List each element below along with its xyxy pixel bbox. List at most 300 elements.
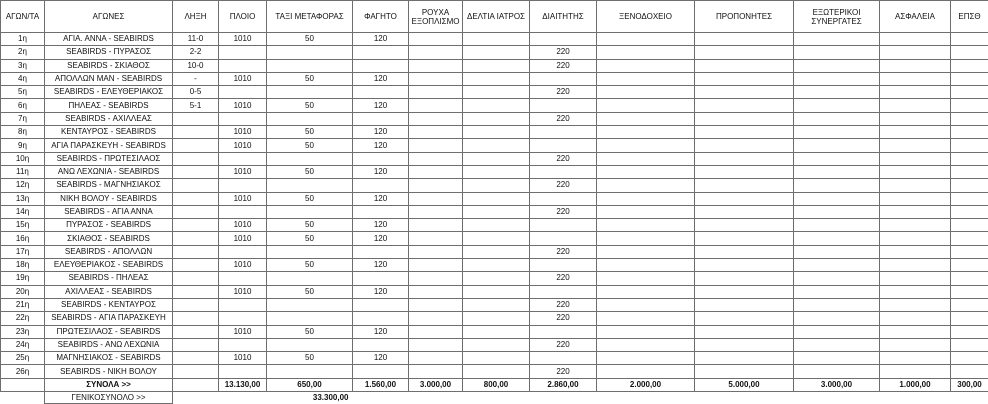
referee-cell[interactable] [530, 139, 597, 152]
medical-cell[interactable] [463, 312, 530, 325]
result-cell[interactable] [173, 112, 219, 125]
epsth-cell[interactable] [951, 139, 988, 152]
total-referee[interactable]: 2.860,00 [530, 378, 597, 391]
food-cell[interactable]: 120 [353, 72, 409, 85]
round-cell[interactable]: 20η [1, 285, 45, 298]
round-cell[interactable]: 19η [1, 272, 45, 285]
clothes-cell[interactable] [409, 152, 463, 165]
taxi-cell[interactable] [267, 112, 353, 125]
ship-cell[interactable]: 1010 [219, 99, 267, 112]
insurance-cell[interactable] [880, 59, 951, 72]
medical-cell[interactable] [463, 365, 530, 378]
coaches-cell[interactable] [695, 312, 794, 325]
referee-cell[interactable] [530, 126, 597, 139]
ship-cell[interactable]: 1010 [219, 192, 267, 205]
coaches-cell[interactable] [695, 219, 794, 232]
external-cell[interactable] [794, 259, 880, 272]
insurance-cell[interactable] [880, 338, 951, 351]
clothes-cell[interactable] [409, 192, 463, 205]
game-cell[interactable]: ΜΑΓΝΗΣΙΑΚΟΣ - SEABIRDS [45, 352, 173, 365]
referee-cell[interactable] [530, 232, 597, 245]
game-cell[interactable]: SEABIRDS - ΜΑΓΝΗΣΙΑΚΟΣ [45, 179, 173, 192]
clothes-cell[interactable] [409, 33, 463, 46]
food-cell[interactable] [353, 272, 409, 285]
taxi-cell[interactable]: 50 [267, 352, 353, 365]
referee-cell[interactable]: 220 [530, 298, 597, 311]
result-cell[interactable]: 11-0 [173, 33, 219, 46]
epsth-cell[interactable] [951, 219, 988, 232]
referee-cell[interactable] [530, 165, 597, 178]
clothes-cell[interactable] [409, 219, 463, 232]
totals-blank-cell[interactable] [1, 378, 45, 391]
epsth-cell[interactable] [951, 312, 988, 325]
external-cell[interactable] [794, 285, 880, 298]
taxi-cell[interactable] [267, 205, 353, 218]
total-coaches[interactable]: 5.000,00 [695, 378, 794, 391]
clothes-cell[interactable] [409, 285, 463, 298]
round-cell[interactable]: 1η [1, 33, 45, 46]
clothes-cell[interactable] [409, 232, 463, 245]
column-header[interactable]: ΑΓΩΝΕΣ [45, 1, 173, 33]
game-cell[interactable]: SEABIRDS - ΣΚΙΑΘΟΣ [45, 59, 173, 72]
coaches-cell[interactable] [695, 179, 794, 192]
result-cell[interactable] [173, 245, 219, 258]
clothes-cell[interactable] [409, 245, 463, 258]
taxi-cell[interactable] [267, 86, 353, 99]
coaches-cell[interactable] [695, 192, 794, 205]
ship-cell[interactable] [219, 272, 267, 285]
hotel-cell[interactable] [597, 99, 695, 112]
referee-cell[interactable] [530, 192, 597, 205]
clothes-cell[interactable] [409, 126, 463, 139]
food-cell[interactable] [353, 298, 409, 311]
hotel-cell[interactable] [597, 338, 695, 351]
hotel-cell[interactable] [597, 245, 695, 258]
result-cell[interactable] [173, 272, 219, 285]
medical-cell[interactable] [463, 112, 530, 125]
food-cell[interactable]: 120 [353, 219, 409, 232]
ship-cell[interactable]: 1010 [219, 33, 267, 46]
insurance-cell[interactable] [880, 86, 951, 99]
food-cell[interactable]: 120 [353, 192, 409, 205]
referee-cell[interactable]: 220 [530, 205, 597, 218]
external-cell[interactable] [794, 325, 880, 338]
taxi-cell[interactable] [267, 46, 353, 59]
coaches-cell[interactable] [695, 298, 794, 311]
result-cell[interactable] [173, 312, 219, 325]
hotel-cell[interactable] [597, 72, 695, 85]
hotel-cell[interactable] [597, 179, 695, 192]
result-cell[interactable] [173, 126, 219, 139]
medical-cell[interactable] [463, 338, 530, 351]
insurance-cell[interactable] [880, 192, 951, 205]
insurance-cell[interactable] [880, 152, 951, 165]
epsth-cell[interactable] [951, 259, 988, 272]
ship-cell[interactable] [219, 152, 267, 165]
food-cell[interactable] [353, 245, 409, 258]
hotel-cell[interactable] [597, 232, 695, 245]
insurance-cell[interactable] [880, 139, 951, 152]
round-cell[interactable]: 15η [1, 219, 45, 232]
food-cell[interactable] [353, 179, 409, 192]
clothes-cell[interactable] [409, 259, 463, 272]
game-cell[interactable]: ΠΥΡΑΣΟΣ - SEABIRDS [45, 219, 173, 232]
totals-blank-cell[interactable] [173, 378, 219, 391]
food-cell[interactable]: 120 [353, 165, 409, 178]
round-cell[interactable]: 14η [1, 205, 45, 218]
game-cell[interactable]: SEABIRDS - ΠΡΩΤΕΣΙΛΑΟΣ [45, 152, 173, 165]
coaches-cell[interactable] [695, 325, 794, 338]
coaches-cell[interactable] [695, 126, 794, 139]
hotel-cell[interactable] [597, 312, 695, 325]
coaches-cell[interactable] [695, 352, 794, 365]
insurance-cell[interactable] [880, 245, 951, 258]
column-header[interactable]: ΠΡΟΠΟΝΗΤΕΣ [695, 1, 794, 33]
taxi-cell[interactable] [267, 312, 353, 325]
ship-cell[interactable] [219, 46, 267, 59]
referee-cell[interactable]: 220 [530, 272, 597, 285]
insurance-cell[interactable] [880, 179, 951, 192]
food-cell[interactable] [353, 86, 409, 99]
medical-cell[interactable] [463, 139, 530, 152]
food-cell[interactable]: 120 [353, 139, 409, 152]
result-cell[interactable] [173, 298, 219, 311]
game-cell[interactable]: ΣΚΙΑΘΟΣ - SEABIRDS [45, 232, 173, 245]
round-cell[interactable]: 17η [1, 245, 45, 258]
clothes-cell[interactable] [409, 112, 463, 125]
taxi-cell[interactable] [267, 298, 353, 311]
coaches-cell[interactable] [695, 112, 794, 125]
insurance-cell[interactable] [880, 259, 951, 272]
hotel-cell[interactable] [597, 46, 695, 59]
epsth-cell[interactable] [951, 192, 988, 205]
hotel-cell[interactable] [597, 152, 695, 165]
food-cell[interactable] [353, 205, 409, 218]
result-cell[interactable] [173, 259, 219, 272]
game-cell[interactable]: ΚΕΝΤΑΥΡΟΣ - SEABIRDS [45, 126, 173, 139]
food-cell[interactable]: 120 [353, 126, 409, 139]
taxi-cell[interactable]: 50 [267, 219, 353, 232]
hotel-cell[interactable] [597, 86, 695, 99]
ship-cell[interactable] [219, 86, 267, 99]
medical-cell[interactable] [463, 285, 530, 298]
medical-cell[interactable] [463, 219, 530, 232]
referee-cell[interactable]: 220 [530, 86, 597, 99]
coaches-cell[interactable] [695, 46, 794, 59]
clothes-cell[interactable] [409, 86, 463, 99]
hotel-cell[interactable] [597, 285, 695, 298]
round-cell[interactable]: 24η [1, 338, 45, 351]
ship-cell[interactable] [219, 112, 267, 125]
result-cell[interactable] [173, 325, 219, 338]
epsth-cell[interactable] [951, 59, 988, 72]
grand-total-label[interactable]: ΓΕΝΙΚΟΣΥΝΟΛΟ >> [45, 392, 173, 404]
game-cell[interactable]: SEABIRDS - ΑΧΙΛΛΕΑΣ [45, 112, 173, 125]
game-cell[interactable]: ΠΡΩΤΕΣΙΛΑΟΣ - SEABIRDS [45, 325, 173, 338]
round-cell[interactable]: 8η [1, 126, 45, 139]
ship-cell[interactable]: 1010 [219, 165, 267, 178]
game-cell[interactable]: SEABIRDS - ΑΓΙΑ ΠΑΡΑΣΚΕΥΗ [45, 312, 173, 325]
external-cell[interactable] [794, 179, 880, 192]
taxi-cell[interactable] [267, 245, 353, 258]
game-cell[interactable]: ΑΓΙΑ ΠΑΡΑΣΚΕΥΗ - SEABIRDS [45, 139, 173, 152]
external-cell[interactable] [794, 139, 880, 152]
epsth-cell[interactable] [951, 33, 988, 46]
insurance-cell[interactable] [880, 126, 951, 139]
clothes-cell[interactable] [409, 139, 463, 152]
result-cell[interactable]: 5-1 [173, 99, 219, 112]
medical-cell[interactable] [463, 179, 530, 192]
external-cell[interactable] [794, 232, 880, 245]
coaches-cell[interactable] [695, 365, 794, 378]
result-cell[interactable] [173, 152, 219, 165]
insurance-cell[interactable] [880, 112, 951, 125]
ship-cell[interactable]: 1010 [219, 232, 267, 245]
food-cell[interactable] [353, 112, 409, 125]
coaches-cell[interactable] [695, 152, 794, 165]
food-cell[interactable]: 120 [353, 352, 409, 365]
epsth-cell[interactable] [951, 272, 988, 285]
medical-cell[interactable] [463, 259, 530, 272]
round-cell[interactable]: 13η [1, 192, 45, 205]
coaches-cell[interactable] [695, 165, 794, 178]
external-cell[interactable] [794, 59, 880, 72]
hotel-cell[interactable] [597, 192, 695, 205]
ship-cell[interactable]: 1010 [219, 139, 267, 152]
coaches-cell[interactable] [695, 232, 794, 245]
insurance-cell[interactable] [880, 205, 951, 218]
taxi-cell[interactable]: 50 [267, 165, 353, 178]
round-cell[interactable]: 11η [1, 165, 45, 178]
insurance-cell[interactable] [880, 352, 951, 365]
clothes-cell[interactable] [409, 298, 463, 311]
medical-cell[interactable] [463, 205, 530, 218]
food-cell[interactable]: 120 [353, 259, 409, 272]
epsth-cell[interactable] [951, 245, 988, 258]
food-cell[interactable] [353, 152, 409, 165]
medical-cell[interactable] [463, 192, 530, 205]
ship-cell[interactable]: 1010 [219, 259, 267, 272]
external-cell[interactable] [794, 46, 880, 59]
coaches-cell[interactable] [695, 59, 794, 72]
game-cell[interactable]: SEABIRDS - ΝΙΚΗ ΒΟΛΟΥ [45, 365, 173, 378]
epsth-cell[interactable] [951, 205, 988, 218]
round-cell[interactable]: 2η [1, 46, 45, 59]
column-header[interactable]: ΑΓΩΝ/ΤΑ [1, 1, 45, 33]
external-cell[interactable] [794, 72, 880, 85]
column-header[interactable]: ΕΠΣΘ [951, 1, 988, 33]
epsth-cell[interactable] [951, 152, 988, 165]
clothes-cell[interactable] [409, 99, 463, 112]
total-clothes[interactable]: 3.000,00 [409, 378, 463, 391]
referee-cell[interactable] [530, 33, 597, 46]
column-header[interactable]: ΞΕΝΟΔΟΧΕΙΟ [597, 1, 695, 33]
total-food[interactable]: 1.560,00 [353, 378, 409, 391]
medical-cell[interactable] [463, 72, 530, 85]
medical-cell[interactable] [463, 59, 530, 72]
hotel-cell[interactable] [597, 139, 695, 152]
result-cell[interactable] [173, 285, 219, 298]
food-cell[interactable] [353, 59, 409, 72]
referee-cell[interactable] [530, 99, 597, 112]
external-cell[interactable] [794, 365, 880, 378]
column-header[interactable]: ΠΛΟΙΟ [219, 1, 267, 33]
result-cell[interactable] [173, 165, 219, 178]
coaches-cell[interactable] [695, 99, 794, 112]
clothes-cell[interactable] [409, 325, 463, 338]
hotel-cell[interactable] [597, 325, 695, 338]
result-cell[interactable] [173, 365, 219, 378]
food-cell[interactable] [353, 365, 409, 378]
referee-cell[interactable]: 220 [530, 152, 597, 165]
referee-cell[interactable]: 220 [530, 59, 597, 72]
epsth-cell[interactable] [951, 46, 988, 59]
epsth-cell[interactable] [951, 285, 988, 298]
clothes-cell[interactable] [409, 272, 463, 285]
game-cell[interactable]: SEABIRDS - ΑΓΙΑ ΑΝΝΑ [45, 205, 173, 218]
medical-cell[interactable] [463, 352, 530, 365]
insurance-cell[interactable] [880, 285, 951, 298]
coaches-cell[interactable] [695, 338, 794, 351]
external-cell[interactable] [794, 33, 880, 46]
hotel-cell[interactable] [597, 33, 695, 46]
epsth-cell[interactable] [951, 179, 988, 192]
referee-cell[interactable]: 220 [530, 365, 597, 378]
insurance-cell[interactable] [880, 219, 951, 232]
hotel-cell[interactable] [597, 259, 695, 272]
epsth-cell[interactable] [951, 338, 988, 351]
coaches-cell[interactable] [695, 259, 794, 272]
result-cell[interactable] [173, 139, 219, 152]
round-cell[interactable]: 3η [1, 59, 45, 72]
taxi-cell[interactable] [267, 272, 353, 285]
medical-cell[interactable] [463, 298, 530, 311]
round-cell[interactable]: 10η [1, 152, 45, 165]
external-cell[interactable] [794, 272, 880, 285]
game-cell[interactable]: ΑΠΟΛΛΩΝ ΜΑΝ - SEABIRDS [45, 72, 173, 85]
referee-cell[interactable]: 220 [530, 338, 597, 351]
game-cell[interactable]: SEABIRDS - ΠΗΛΕΑΣ [45, 272, 173, 285]
taxi-cell[interactable]: 50 [267, 99, 353, 112]
clothes-cell[interactable] [409, 205, 463, 218]
game-cell[interactable]: ΑΝΩ ΛΕΧΩΝΙΑ - SEABIRDS [45, 165, 173, 178]
hotel-cell[interactable] [597, 352, 695, 365]
hotel-cell[interactable] [597, 365, 695, 378]
food-cell[interactable] [353, 46, 409, 59]
insurance-cell[interactable] [880, 46, 951, 59]
taxi-cell[interactable]: 50 [267, 72, 353, 85]
round-cell[interactable]: 18η [1, 259, 45, 272]
total-ship[interactable]: 13.130,00 [219, 378, 267, 391]
grand-total-value[interactable]: 33.300,00 [173, 392, 353, 404]
result-cell[interactable] [173, 179, 219, 192]
ship-cell[interactable] [219, 312, 267, 325]
taxi-cell[interactable]: 50 [267, 325, 353, 338]
external-cell[interactable] [794, 86, 880, 99]
referee-cell[interactable]: 220 [530, 245, 597, 258]
external-cell[interactable] [794, 112, 880, 125]
external-cell[interactable] [794, 99, 880, 112]
medical-cell[interactable] [463, 126, 530, 139]
coaches-cell[interactable] [695, 245, 794, 258]
external-cell[interactable] [794, 298, 880, 311]
external-cell[interactable] [794, 152, 880, 165]
clothes-cell[interactable] [409, 72, 463, 85]
column-header[interactable]: ΛΗΞΗ [173, 1, 219, 33]
game-cell[interactable]: SEABIRDS - ΑΝΩ ΛΕΧΩΝΙΑ [45, 338, 173, 351]
ship-cell[interactable]: 1010 [219, 126, 267, 139]
epsth-cell[interactable] [951, 298, 988, 311]
ship-cell[interactable] [219, 298, 267, 311]
taxi-cell[interactable]: 50 [267, 33, 353, 46]
external-cell[interactable] [794, 126, 880, 139]
food-cell[interactable] [353, 338, 409, 351]
game-cell[interactable]: ΝΙΚΗ ΒΟΛΟΥ - SEABIRDS [45, 192, 173, 205]
round-cell[interactable]: 5η [1, 86, 45, 99]
clothes-cell[interactable] [409, 46, 463, 59]
ship-cell[interactable] [219, 245, 267, 258]
coaches-cell[interactable] [695, 86, 794, 99]
epsth-cell[interactable] [951, 232, 988, 245]
game-cell[interactable]: ΕΛΕΥΘΕΡΙΑΚΟΣ - SEABIRDS [45, 259, 173, 272]
round-cell[interactable]: 12η [1, 179, 45, 192]
totals-label[interactable]: ΣΥΝΟΛΑ >> [45, 378, 173, 391]
ship-cell[interactable]: 1010 [219, 285, 267, 298]
medical-cell[interactable] [463, 86, 530, 99]
epsth-cell[interactable] [951, 86, 988, 99]
hotel-cell[interactable] [597, 126, 695, 139]
result-cell[interactable] [173, 352, 219, 365]
taxi-cell[interactable] [267, 365, 353, 378]
total-epsth[interactable]: 300,00 [951, 378, 988, 391]
epsth-cell[interactable] [951, 72, 988, 85]
coaches-cell[interactable] [695, 33, 794, 46]
column-header[interactable]: ΑΣΦΑΛΕΙΑ [880, 1, 951, 33]
ship-cell[interactable]: 1010 [219, 72, 267, 85]
result-cell[interactable] [173, 219, 219, 232]
game-cell[interactable]: ΑΓΙΑ. ΑΝΝΑ - SEABIRDS [45, 33, 173, 46]
referee-cell[interactable] [530, 259, 597, 272]
result-cell[interactable] [173, 338, 219, 351]
insurance-cell[interactable] [880, 325, 951, 338]
insurance-cell[interactable] [880, 33, 951, 46]
referee-cell[interactable] [530, 219, 597, 232]
epsth-cell[interactable] [951, 365, 988, 378]
column-header[interactable]: ΕΞΩΤΕΡΙΚΟΙ ΣΥΝΕΡΓΑΤΕΣ [794, 1, 880, 33]
game-cell[interactable]: SEABIRDS - ΚΕΝΤΑΥΡΟΣ [45, 298, 173, 311]
game-cell[interactable]: SEABIRDS - ΕΛΕΥΘΕΡΙΑΚΟΣ [45, 86, 173, 99]
taxi-cell[interactable]: 50 [267, 285, 353, 298]
ship-cell[interactable] [219, 365, 267, 378]
round-cell[interactable]: 4η [1, 72, 45, 85]
game-cell[interactable]: ΑΧΙΛΛΕΑΣ - SEABIRDS [45, 285, 173, 298]
food-cell[interactable] [353, 312, 409, 325]
food-cell[interactable]: 120 [353, 99, 409, 112]
referee-cell[interactable]: 220 [530, 46, 597, 59]
round-cell[interactable]: 22η [1, 312, 45, 325]
round-cell[interactable]: 16η [1, 232, 45, 245]
external-cell[interactable] [794, 165, 880, 178]
round-cell[interactable]: 7η [1, 112, 45, 125]
column-header[interactable]: ΔΙΑΙΤΗΤΗΣ [530, 1, 597, 33]
ship-cell[interactable] [219, 179, 267, 192]
hotel-cell[interactable] [597, 59, 695, 72]
medical-cell[interactable] [463, 33, 530, 46]
hotel-cell[interactable] [597, 219, 695, 232]
round-cell[interactable]: 6η [1, 99, 45, 112]
total-hotel[interactable]: 2.000,00 [597, 378, 695, 391]
referee-cell[interactable]: 220 [530, 312, 597, 325]
